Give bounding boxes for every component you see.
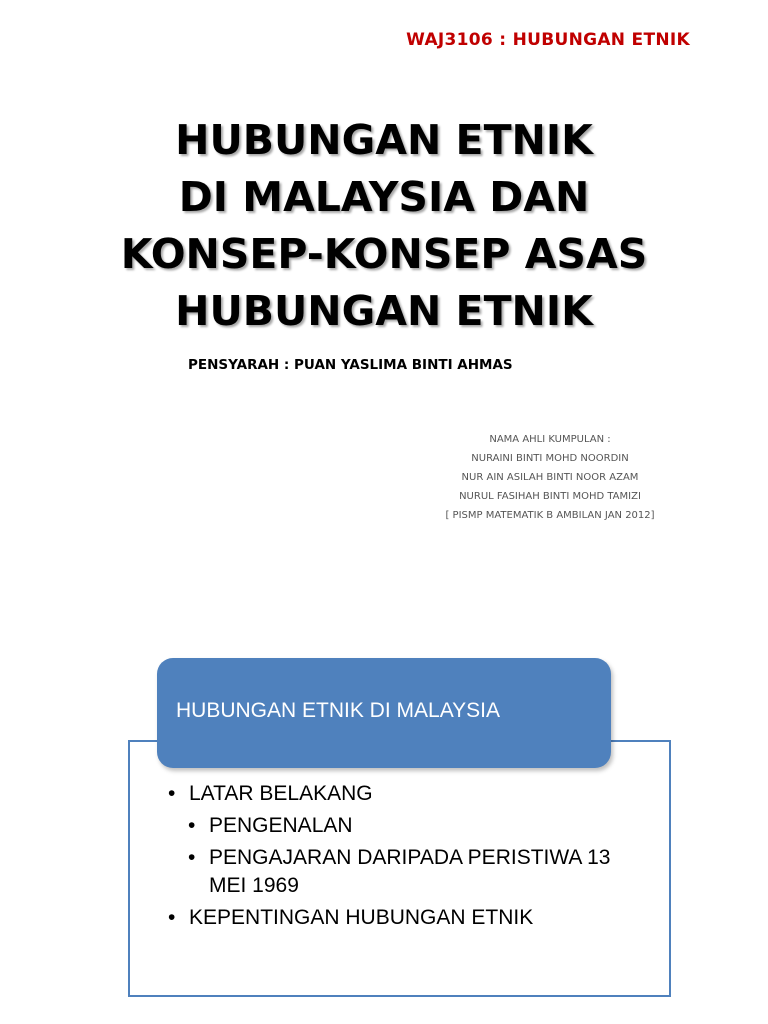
member-name: NURAINI BINTI MOHD NOORDIN <box>471 453 629 464</box>
members-heading: NAMA AHLI KUMPULAN : <box>489 434 611 445</box>
bullet-list <box>168 780 638 936</box>
member-name: NURUL FASIHAH BINTI MOHD TAMIZI <box>459 491 641 502</box>
list-item <box>188 844 638 900</box>
list-item-text: LATAR BELAKANG <box>189 782 373 805</box>
list-item-text: PENGAJARAN DARIPADA PERISTIWA 13 MEI 1969 <box>209 846 611 897</box>
member-name: NUR AIN ASILAH BINTI NOOR AZAM <box>461 472 639 483</box>
bullet-icon: • <box>168 782 176 805</box>
title-line: KONSEP-KONSEP ASAS <box>120 230 648 278</box>
bullet-icon: • <box>188 814 196 837</box>
title-line: HUBUNGAN ETNIK <box>175 287 593 335</box>
list-item-text: PENGENALAN <box>209 814 353 837</box>
lecturer-name: PENSYARAH : PUAN YASLIMA BINTI AHMAS <box>188 357 513 373</box>
title-line: DI MALAYSIA DAN <box>178 173 590 221</box>
group-members <box>400 430 700 525</box>
section-header-label: HUBUNGAN ETNIK DI MALAYSIA <box>176 699 501 722</box>
page-title <box>0 112 768 340</box>
list-item <box>168 780 638 808</box>
members-cohort: [ PISMP MATEMATIK B AMBILAN JAN 2012] <box>445 510 655 521</box>
list-item <box>188 812 638 840</box>
bullet-icon: • <box>188 846 196 869</box>
list-item <box>168 904 638 932</box>
bullet-icon: • <box>168 906 176 929</box>
section-header <box>157 658 611 768</box>
course-code: WAJ3106 : HUBUNGAN ETNIK <box>406 30 690 50</box>
title-line: HUBUNGAN ETNIK <box>175 116 593 164</box>
list-item-text: KEPENTINGAN HUBUNGAN ETNIK <box>189 906 534 929</box>
